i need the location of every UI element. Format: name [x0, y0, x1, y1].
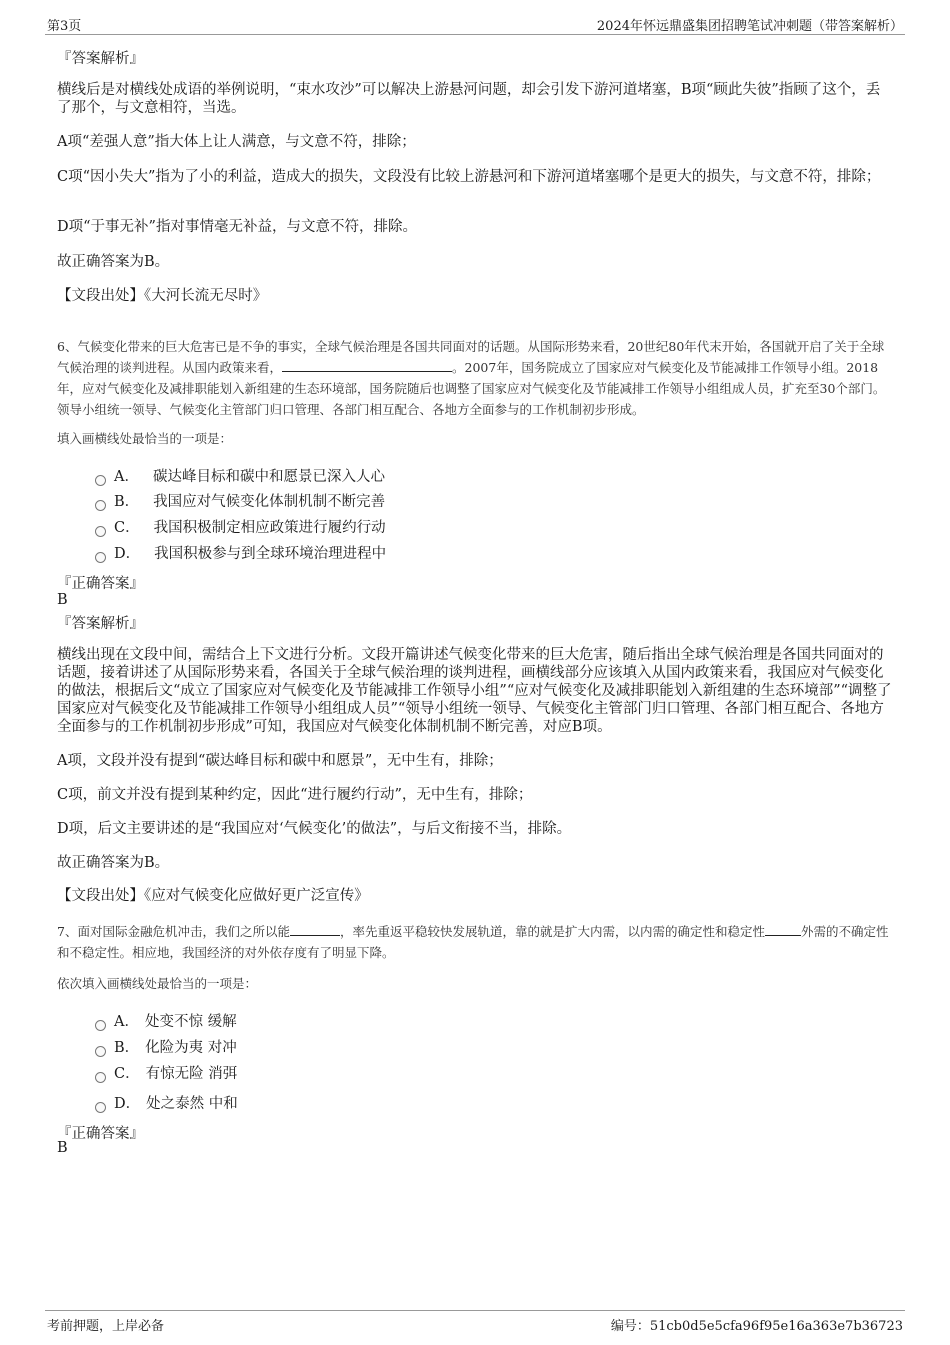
q6-analysis-p2: A项，文段并没有提到“碳达峰目标和碳中和愿景”，无中生有，排除；	[57, 753, 503, 769]
q6-source: 【文段出处】《应对气候变化应做好更广泛宣传》	[57, 888, 369, 904]
q7-stem-part-c: 外需的不确定性和不稳定性。相应地，我国经济的对外依存度有了明显下降。	[57, 924, 889, 960]
q6-blank	[282, 357, 452, 372]
q7-option-c[interactable]: C． 有惊无险 消弭	[95, 1065, 237, 1083]
q5-analysis-p2: A项“差强人意”指大体上让人满意，与文意不符，排除；	[57, 134, 416, 150]
q6-option-b[interactable]: B． 我国应对气候变化体制机制不断完善	[95, 493, 385, 511]
q7-correct-label: 『正确答案』	[57, 1126, 144, 1142]
q7-stem	[57, 921, 892, 963]
q5-analysis-p5: 故正确答案为B。	[57, 254, 170, 270]
q6-analysis-p1: 横线出现在文段中间，需结合上下文进行分析。文段开篇讲述气候变化带来的巨大危害，随后指出全球气候治理是各国共同面对的话题，接着讲述了从国际形势来看，各国关于全球气候治理的谈判进程，画横线部分应该填入从国内政策来看，我国应对气候变化的做法，根据后文“成立了国家应对气候变化及节能减排工作领导小组”“应对气候变化及减排职能划入新组建的生态环境部”“调整了国家应对气候变化及节能减排工作领导小组组成人员”“领导小组统一领导、气候变化主管部门归口管理、各部门相互配合、各地方全面参与的工作机制初步形成”可知，我国应对气候变化体制机制不断完善，对应B项。	[57, 647, 892, 735]
q6-analysis-p4: D项，后文主要讲述的是“我国应对‘气候变化’的做法”，与后文衔接不当，排除。	[57, 821, 572, 837]
q6-analysis-label: 『答案解析』	[57, 616, 144, 632]
q6-option-a[interactable]: A． 碳达峰目标和碳中和愿景已深入人心	[95, 468, 385, 486]
q5-analysis-label: 『答案解析』	[57, 51, 144, 67]
q5-analysis-p1: 横线后是对横线处成语的举例说明，“束水攻沙”可以解决上游悬河问题，却会引发下游河道堵塞，B项“顾此失彼”指顾了这个，丢了那个，与文意相符，当选。	[57, 82, 881, 116]
q6-analysis-p3: C项，前文并没有提到某种约定，因此“进行履约行动”，无中生有，排除；	[57, 787, 533, 803]
radio-icon[interactable]	[95, 1072, 106, 1083]
q7-blank-1	[290, 921, 340, 936]
radio-icon[interactable]	[95, 1020, 106, 1031]
q6-option-c[interactable]: C． 我国积极制定相应政策进行履约行动	[95, 519, 386, 537]
radio-icon[interactable]	[95, 552, 106, 563]
q5-analysis-p3: C项“因小失大”指为了小的利益，造成大的损失，文段没有比较上游悬河和下游河道堵塞哪个是更大的损失，与文意不符，排除；	[57, 169, 881, 185]
q6-stem-part-b: 。2007年，国务院成立了国家应对气候变化及节能减排工作领导小组。2018年，应对气候变化及减排职能划入新组建的生态环境部，国务院随后也调整了国家应对气候变化及节能减排工作领导小组组成人员，扩充至30个部门。领导小组统一领导、气候变化主管部门归口管理、各部门相互配合、各地方全面参与的工作机制初步形成。	[57, 360, 886, 417]
q5-source: 【文段出处】《大河长流无尽时》	[57, 288, 268, 304]
q6-correct-label: 『正确答案』	[57, 576, 144, 592]
radio-icon[interactable]	[95, 475, 106, 486]
document-id: 编号：51cb0d5e5cfa96f95e16a363e7b36723	[610, 1319, 903, 1334]
page-number: 第3页	[47, 19, 82, 34]
q7-option-b[interactable]: B． 化险为夷 对冲	[95, 1039, 237, 1057]
q7-correct-answer: B	[57, 1140, 68, 1156]
q6-correct-answer: B	[57, 592, 68, 608]
q6-option-d[interactable]: D． 我国积极参与到全球环境治理进程中	[95, 545, 386, 563]
q5-analysis-p4: D项“于事无补”指对事情毫无补益，与文意不符，排除。	[57, 219, 417, 235]
q7-stem-part-b: ，率先重返平稳较快发展轨道，靠的就是扩大内需，以内需的确定性和稳定性	[339, 924, 765, 939]
q7-option-d[interactable]: D． 处之泰然 中和	[95, 1095, 238, 1113]
q7-stem-part-a: 7、面对国际金融危机冲击，我们之所以能	[57, 924, 290, 939]
q6-stem	[57, 336, 892, 420]
document-title: 2024年怀远鼎盛集团招聘笔试冲刺题（带答案解析）	[596, 19, 903, 34]
q7-prompt: 依次填入画横线处最恰当的一项是：	[57, 976, 258, 991]
q7-option-a[interactable]: A． 处变不惊 缓解	[95, 1013, 237, 1031]
page-footer	[45, 1310, 905, 1335]
q6-prompt: 填入画横线处最恰当的一项是：	[57, 431, 233, 446]
q7-blank-2	[765, 921, 801, 936]
radio-icon[interactable]	[95, 526, 106, 537]
q6-stem-part-a: 6、气候变化带来的巨大危害已是不争的事实，全球气候治理是各国共同面对的话题。从国际形势来看，20世纪80年代末开始，各国就开启了关于全球气候治理的谈判进程。从国内政策来看，	[57, 339, 885, 375]
q6-analysis-p5: 故正确答案为B。	[57, 855, 170, 871]
radio-icon[interactable]	[95, 500, 106, 511]
footer-slogan: 考前押题，上岸必备	[47, 1319, 165, 1334]
radio-icon[interactable]	[95, 1046, 106, 1057]
page-header	[45, 12, 905, 35]
radio-icon[interactable]	[95, 1102, 106, 1113]
